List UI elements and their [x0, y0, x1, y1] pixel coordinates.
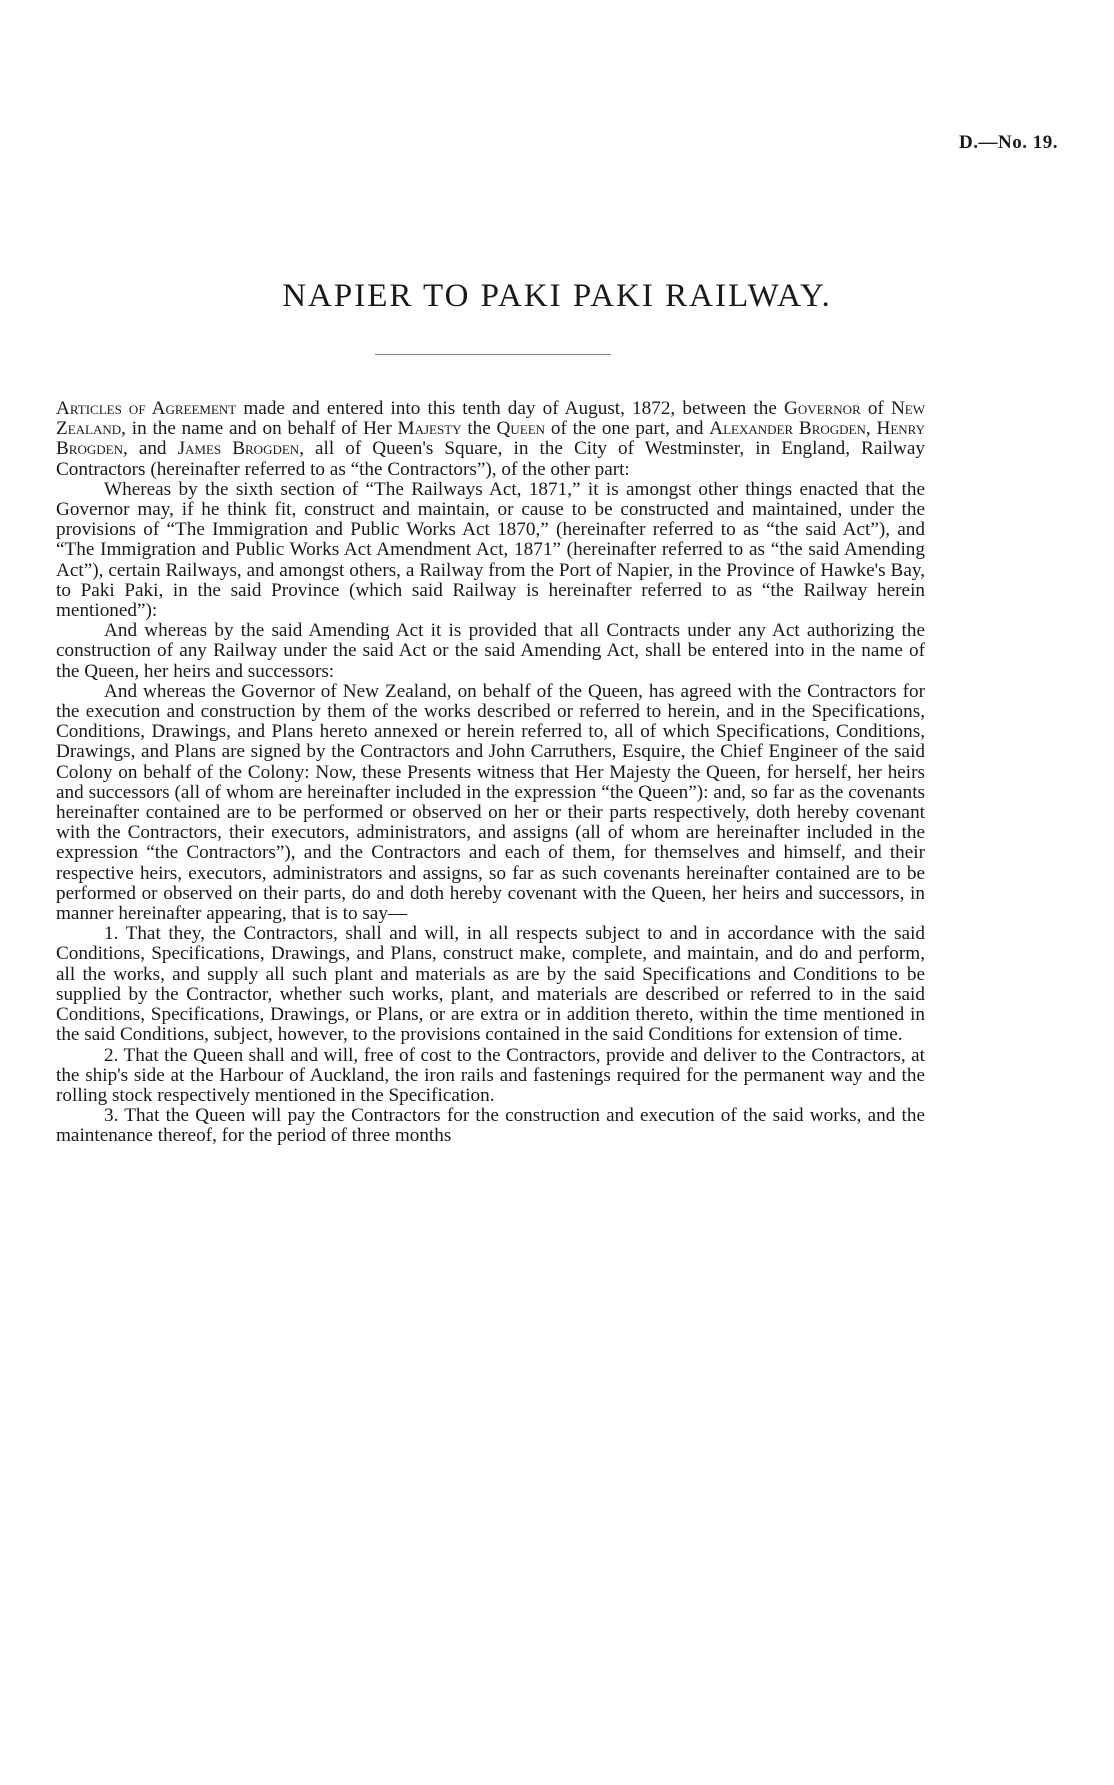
- document-body: [56, 399, 925, 1147]
- whereas-amending-act-paragraph: And whereas by the said Amending Act it is provided that all Contracts under any Act authorizing the construction of any Railway under the said Act or the said Amending Act, shall be entered into in the name of the Queen, her heirs and successors:: [56, 620, 925, 682]
- clause-3-paragraph: 3. That the Queen will pay the Contractors for the construction and execution of the said works, and the maintenance thereof, for the period of three months: [56, 1105, 925, 1147]
- articles-of-agreement: Articles of Agreement: [56, 398, 237, 419]
- title-divider: [375, 354, 611, 355]
- opening-paragraph: Articles of Agreement made and entered into this tenth day of August, 1872, between the Governor of New Zealand, in the name and on behalf of Her Majesty the Queen of the one part, and Alexander Brogden, Henry Brogden, and James Brogden, all of Queen's Square, in the City of Westminster, in England, Railway Contractors (hereinafter referred to as “the Contractors”), of the other part:: [56, 398, 926, 480]
- whereas-railways-act-paragraph: Whereas by the sixth section of “The Railways Act, 1871,” it is amongst other things enacted that the Governor may, if he think fit, construct and maintain, or cause to be constructed and maintained, under the provisions of “The Immigration and Public Works Act 1870,” (hereinafter referred to as “the said Act”), and “The Immigration and Public Works Act Amendment Act, 1871” (hereinafter referred to as “the said Amending Act”), certain Railways, and amongst others, a Railway from the Port of Napier, in the Province of Hawke's Bay, to Paki Paki, in the said Province (which said Railway is hereinafter referred to as “the Railway herein mentioned”):: [56, 478, 925, 622]
- whereas-governor-agreement-paragraph: And whereas the Governor of New Zealand, on behalf of the Queen, has agreed with the Contractors for the execution and construction by them of the works described or referred to herein, and in the Specifications, Conditions, Drawings, and Plans hereto annexed or herein referred to, all of which Specifications, Conditions, Drawings, and Plans are signed by the Contractors and John Carruthers, Esquire, the Chief Engineer of the said Colony on behalf of the Colony: Now, these Presents witness that Her Majesty the Queen, for herself, her heirs and successors (all of whom are hereinafter included in the expression “the Queen”): and, so far as the covenants hereinafter contained are to be performed or observed on her or their parts respectively, doth hereby covenant with the Contractors, their executors, administrators, and assigns (all of whom are hereinafter included in the expression “the Contractors”), and the Contractors and each of them, for themselves and himself, and their respective heirs, executors, administrators and assigns, so far as such covenants hereinafter contained are to be performed or observed on their parts, do and doth hereby covenant with the Queen, her heirs and successors, in manner hereinafter appearing, that is to say—: [56, 680, 925, 925]
- document-reference: D.—No. 19.: [959, 132, 1058, 153]
- clause-2-paragraph: 2. That the Queen shall and will, free of cost to the Contractors, provide and deliver to the Contractors, at the ship's side at the Harbour of Auckland, the iron rails and fastenings required for the permanent way and the rolling stock respectively mentioned in the Specification.: [56, 1044, 925, 1106]
- document-title: NAPIER TO PAKI PAKI RAILWAY.: [282, 278, 832, 314]
- clause-1-paragraph: 1. That they, the Contractors, shall and will, in all respects subject to and in accordance with the said Conditions, Specifications, Drawings, and Plans, construct make, complete, and maintain, and do and perform, all the works, and supply all such plant and materials as are by the said Specifications and Conditions to be supplied by the Contractor, whether such works, plant, and materials are described or referred to in the said Conditions, Specifications, Drawings, or Plans, or are extra or in addition thereto, within the time mentioned in the said Conditions, subject, however, to the provisions contained in the said Conditions for extension of time.: [56, 923, 925, 1046]
